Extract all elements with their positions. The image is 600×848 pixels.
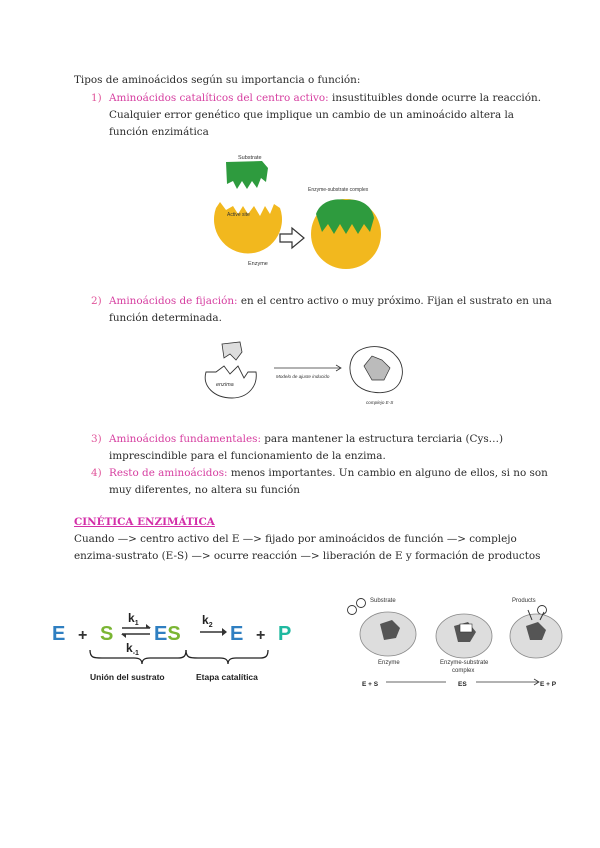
fig1-enzyme-label: Enzyme <box>248 261 268 267</box>
fig4-substrate-label: Substrate <box>370 598 396 604</box>
item-3-number: 3) <box>91 433 102 445</box>
item-4-line-1 <box>109 465 548 482</box>
item-1-line-1 <box>109 90 541 107</box>
item-1-line-3: función enzimática <box>109 126 209 138</box>
union-label: Unión del sustrato <box>90 672 165 682</box>
item-3-line-1 <box>109 431 503 448</box>
item-4-line-2: muy diferentes, no altera su función <box>109 484 300 496</box>
eq-ES: ES <box>154 623 181 645</box>
eq-E-2: E <box>230 623 244 645</box>
fig4-eq-left: E + S <box>362 681 379 688</box>
item-3-label: Aminoácidos fundamentales: <box>109 433 261 445</box>
enzyme-shape <box>214 202 282 253</box>
fig1-active-site-label: Active site <box>227 212 250 218</box>
item-3-text: para mantener la estructura terciaria (Cys…) <box>260 433 504 445</box>
fig4-complex-label-2: complex <box>452 668 475 674</box>
item-2-label: Aminoácidos de fijación: <box>109 295 238 307</box>
item-2-line-2: función determinada. <box>109 312 222 324</box>
substrate-circle <box>348 606 357 615</box>
substrate-circle-2 <box>357 599 366 608</box>
item-1-line-2: Cualquier error genético que implique un cambio de un aminoácido altera la <box>109 109 515 121</box>
eq-k1: $k_1$ <box>128 611 139 627</box>
section-line-1: Cuando —> centro activo del E —> fijado por aminoácidos de función —> complejo <box>74 533 517 545</box>
eq-k2: $k_2$ <box>202 613 213 629</box>
induced-fit-sketch <box>196 336 420 408</box>
eq-forward-head-1 <box>146 624 151 628</box>
intro-text: Tipos de aminoácidos según su importancia o función: <box>74 74 361 86</box>
substrate-shape <box>226 161 268 189</box>
fig1-substrate-label: Substrate <box>238 155 262 161</box>
fig4-enzyme-label: Enzyme <box>378 660 400 666</box>
eq-plus-1: + <box>78 627 88 644</box>
enzyme-substrate-figure <box>196 148 392 272</box>
fig1-complex-label: Enzyme-substrate complex <box>308 187 369 193</box>
fig4-complex-label-1: Enzyme-substrate <box>440 660 489 666</box>
fig2-complejo-label: complejo E-S <box>366 400 394 405</box>
item-1-text: insustituibles donde ocurre la reacción. <box>328 92 542 104</box>
product-circle <box>538 606 547 615</box>
eq-reverse-head <box>121 634 126 638</box>
item-4-label: Resto de aminoácidos: <box>109 467 228 479</box>
etapa-label: Etapa catalítica <box>196 672 258 682</box>
fig4-products-label: Products <box>512 598 536 604</box>
section-line-2: enzima-sustrato (E-S) —> ocurre reacción —> liberación de E y formación de productos <box>74 550 541 562</box>
item-1-number: 1) <box>91 92 102 104</box>
fig2-model-label: Modelo de ajuste inducido <box>276 374 330 379</box>
item-3-line-2: imprescindible para el funcionamiento de la enzima. <box>109 450 386 462</box>
fig4-eq-mid: ES <box>458 681 467 688</box>
item-2-line-1 <box>109 293 552 310</box>
item-2-number: 2) <box>91 295 102 307</box>
eq-P: P <box>278 623 292 645</box>
eq-km1: $k_{-1}$ <box>126 641 139 657</box>
kinetic-equation-figure <box>50 600 312 690</box>
reaction-arrow <box>280 228 304 248</box>
item-4-number: 4) <box>91 467 102 479</box>
eq-plus-2: + <box>256 627 266 644</box>
fig4-eq-right: E + P <box>540 681 557 688</box>
item-1-label: Aminoácidos catalíticos del centro activo: <box>109 92 329 104</box>
sketch-substrate <box>222 342 242 360</box>
enzyme-cycle-figure <box>342 588 566 692</box>
sketch-complex-substrate <box>364 356 390 380</box>
eq-E-1: E <box>52 623 66 645</box>
enzyme-2-substrate <box>460 624 472 632</box>
eq-forward-head-2 <box>222 628 227 636</box>
item-2-text: en el centro activo o muy próximo. Fijan el sustrato en una <box>237 295 552 307</box>
eq-S: S <box>100 623 114 645</box>
etapa-brace <box>186 650 268 664</box>
item-4-text: menos importantes. Un cambio en alguno de ellos, si no son <box>227 467 548 479</box>
fig2-enzima-label: enzima <box>216 382 234 388</box>
section-title: CINÉTICA ENZIMÁTICA <box>74 516 215 528</box>
